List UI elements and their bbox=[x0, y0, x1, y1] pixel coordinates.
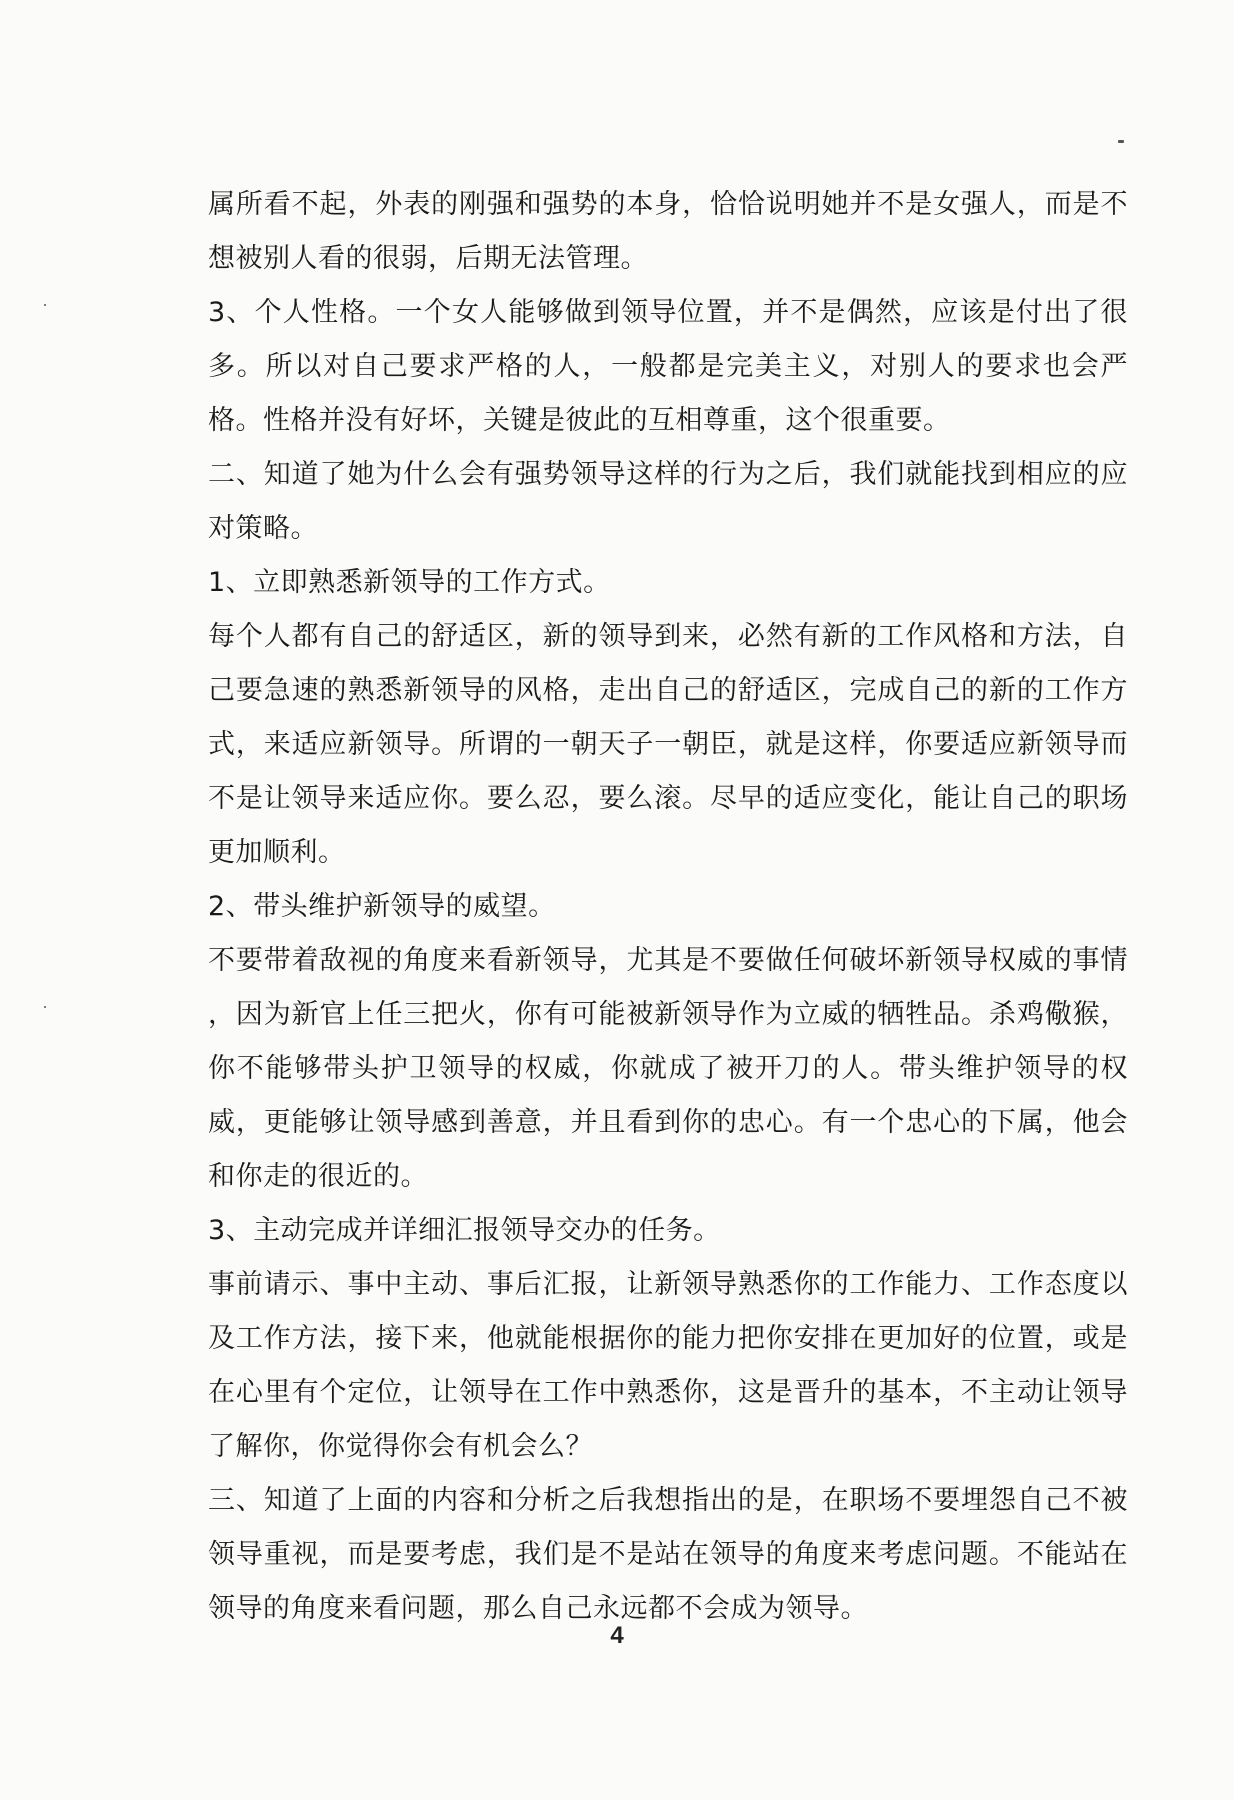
scan-speck bbox=[44, 1006, 46, 1008]
paragraph: 每个人都有自己的舒适区，新的领导到来，必然有新的工作风格和方法，自己要急速的熟悉新领导的风格，走出自己的舒适区，完成自己的新的工作方式，来适应新领导。所谓的一朝天子一朝臣，就是这样，你要适应新领导而不是让领导来适应你。要么忍，要么滚。尽早的适应变化，能让自己的职场更加顺利。 bbox=[208, 621, 1128, 868]
scan-speck bbox=[1118, 140, 1124, 143]
document-body bbox=[208, 178, 1128, 1636]
subheading: 1、立即熟悉新领导的工作方式。 bbox=[208, 567, 611, 598]
paragraph: 不要带着敌视的角度来看新领导，尤其是不要做任何破坏新领导权威的事情 ，因为新官上任三把火，你有可能被新领导作为立威的牺牲品。杀鸡儆猴，你不能够带头护卫领导的权威，你就成了被开刀的人。带头维护领导的权威，更能够让领导感到善意，并且看到你的忠心。有一个忠心的下属，他会和你走的很近的。 bbox=[208, 945, 1128, 1192]
section-heading: 三、知道了上面的内容和分析之后我想指出的是，在职场不要埋怨自己不被领导重视，而是要考虑，我们是不是站在领导的角度来考虑问题。不能站在领导的角度来看问题，那么自己永远都不会成为领导。 bbox=[208, 1485, 1128, 1624]
paragraph: 3、个人性格。一个女人能够做到领导位置，并不是偶然，应该是付出了很多。所以对自己要求严格的人，一般都是完美主义，对别人的要求也会严格。性格并没有好坏，关键是彼此的互相尊重，这个很重要。 bbox=[208, 297, 1128, 436]
subheading: 2、带头维护新领导的威望。 bbox=[208, 891, 556, 922]
section-heading: 二、知道了她为什么会有强势领导这样的行为之后，我们就能找到相应的应对策略。 bbox=[208, 459, 1128, 544]
page-number: 4 bbox=[610, 1622, 624, 1649]
subheading: 3、主动完成并详细汇报领导交办的任务。 bbox=[208, 1215, 721, 1246]
scan-speck bbox=[44, 304, 46, 306]
paragraph: 属所看不起，外表的刚强和强势的本身，恰恰说明她并不是女强人，而是不想被别人看的很弱，后期无法管理。 bbox=[208, 189, 1128, 274]
paragraph: 事前请示、事中主动、事后汇报，让新领导熟悉你的工作能力、工作态度以及工作方法，接下来，他就能根据你的能力把你安排在更加好的位置，或是在心里有个定位，让领导在工作中熟悉你，这是晋升的基本，不主动让领导了解你，你觉得你会有机会么？ bbox=[208, 1269, 1128, 1462]
